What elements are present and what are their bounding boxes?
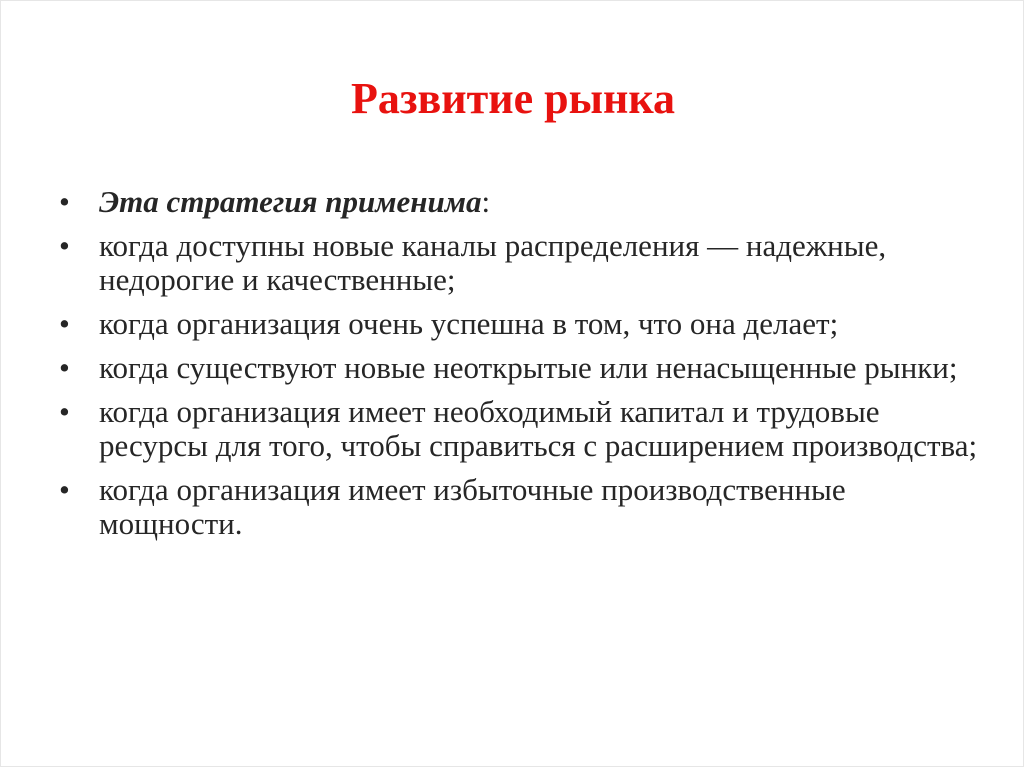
intro-emphasis: Эта стратегия применима [99,184,482,219]
bullet-item-2 [59,307,979,341]
bullet-text: когда доступны новые каналы распределения — надежные, недорогие и качественные; [99,228,887,297]
bullet-item-5 [59,473,979,541]
bullet-text: когда организация имеет избыточные производственные мощности. [99,472,846,541]
bullet-dot-icon: • [59,350,70,385]
bullet-dot-icon: • [59,394,70,429]
bullet-dot-icon: • [59,306,70,341]
bullet-dot-icon: • [59,228,70,263]
bullet-dot-icon: • [59,184,70,219]
bullet-item-1 [59,229,979,297]
intro-suffix: : [481,184,491,219]
slide-title: Развитие рынка [350,74,676,123]
bullet-item-4 [59,395,979,463]
bullet-list [59,185,979,551]
bullet-text: когда организация имеет необходимый капитал и трудовые ресурсы для того, чтобы справиться с расширением производства; [99,394,978,463]
bullet-text: когда существуют новые неоткрытые или ненасыщенные рынки; [99,350,958,385]
bullet-dot-icon: • [59,472,70,507]
bullet-text: когда организация очень успешна в том, что она делает; [99,306,839,341]
bullet-item-3 [59,351,979,385]
bullet-item-intro [59,185,979,219]
